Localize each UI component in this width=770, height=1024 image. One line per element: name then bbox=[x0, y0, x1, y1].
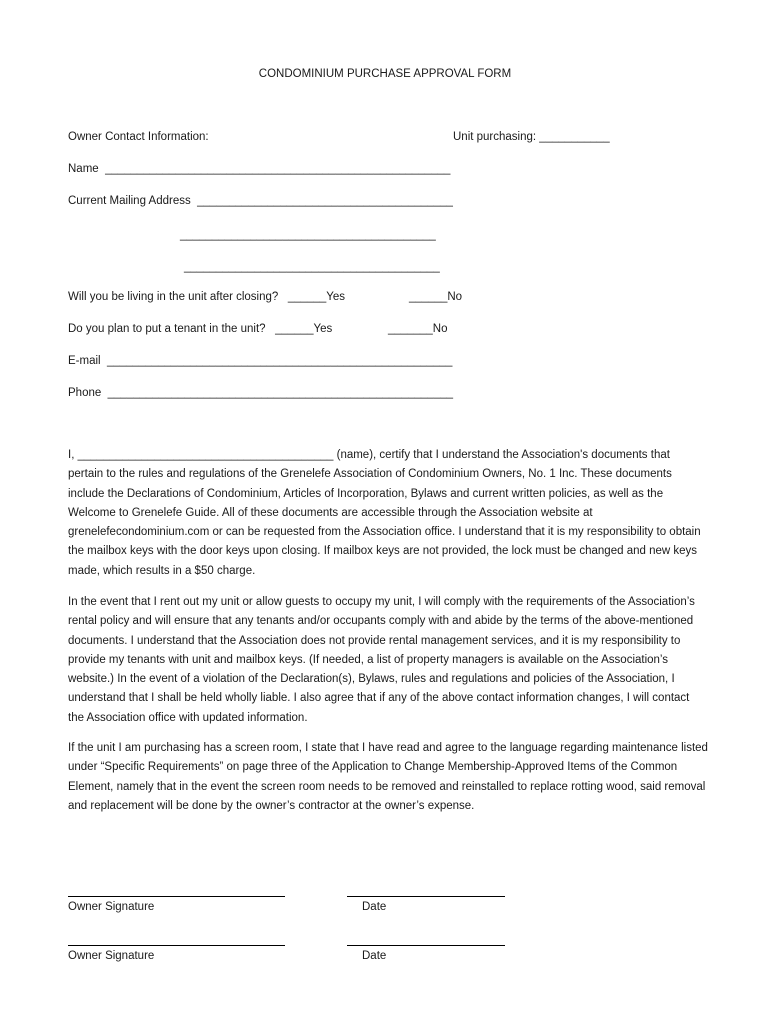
email-field[interactable]: E-mail ______________________________________________________ bbox=[68, 355, 453, 367]
living-no-option[interactable]: ______No bbox=[409, 291, 463, 303]
owner-signature-line-1[interactable] bbox=[68, 896, 285, 897]
tenant-no-option[interactable]: _______No bbox=[388, 323, 448, 335]
mailing-address-field[interactable]: Current Mailing Address ________________________________________ bbox=[68, 195, 453, 207]
tenant-question[interactable]: Do you plan to put a tenant in the unit? ______Yes bbox=[68, 323, 333, 335]
living-question[interactable]: Will you be living in the unit after closing? ______Yes bbox=[68, 291, 346, 303]
screen-room-paragraph: If the unit I am purchasing has a screen room, I state that I have read and agree to the language regarding maintenance listed under “Specific Requirements” on page three of the Application to Change Membership-Approved Items of the Common Element, namely that in the event the screen room needs to be removed and reinstalled to replace rotting wood, said removal and replacement will be done by the owner’s contractor at the owner’s expense. bbox=[68, 742, 708, 812]
date-line-1[interactable] bbox=[347, 896, 505, 897]
owner-signature-line-2[interactable] bbox=[68, 945, 285, 946]
phone-field[interactable]: Phone ______________________________________________________ bbox=[68, 387, 454, 399]
address-line-2-field[interactable]: ________________________________________ bbox=[180, 229, 436, 241]
date-label-1: Date bbox=[362, 901, 387, 913]
date-line-2[interactable] bbox=[347, 945, 505, 946]
owner-signature-label-1: Owner Signature bbox=[68, 901, 155, 913]
name-field[interactable]: Name ______________________________________________________ bbox=[68, 163, 451, 175]
owner-signature-label-2: Owner Signature bbox=[68, 950, 155, 962]
form-title: CONDOMINIUM PURCHASE APPROVAL FORM bbox=[258, 68, 512, 80]
unit-purchasing-field[interactable]: Unit purchasing: ___________ bbox=[453, 131, 610, 143]
rental-policy-paragraph: In the event that I rent out my unit or allow guests to occupy my unit, I will comply with the requirements of the Association’s rental policy and will ensure that any tenants and/or occupants comply with and abide by the terms of the above-mentioned documents. I understand that the Association does not provide rental management services, and it is my responsibility to provide my tenants with unit and mailbox keys. (If needed, a list of property managers is available on the Association’s website.) In the event of a violation of the Declaration(s), Bylaws, rules and regulations and policies of the Association, I understand that I shall be held wholly liable. I also agree that if any of the above contact information changes, I will contact the Association office with updated information. bbox=[68, 596, 695, 724]
address-line-3-field[interactable]: ________________________________________ bbox=[184, 261, 440, 273]
date-label-2: Date bbox=[362, 950, 387, 962]
certification-paragraph: I, ________________________________________ (name), certify that I understand the Association's documents that pertain to the rules and regulations of the Grenelefe Association of Condominium Owners, No. 1 Inc. These documents include the Declarations of Condominium, Articles of Incorporation, Bylaws and current written policies, as well as the Welcome to Grenelefe Guide. All of these documents are accessible through the Association website at grenelefecondominium.com or can be requested from the Association office. I understand that it is my responsibility to obtain the mailbox keys with the door keys upon closing. If mailbox keys are not provided, the lock must be changed and new keys made, which results in a $50 charge. bbox=[68, 449, 701, 577]
owner-contact-label: Owner Contact Information: bbox=[68, 131, 209, 143]
